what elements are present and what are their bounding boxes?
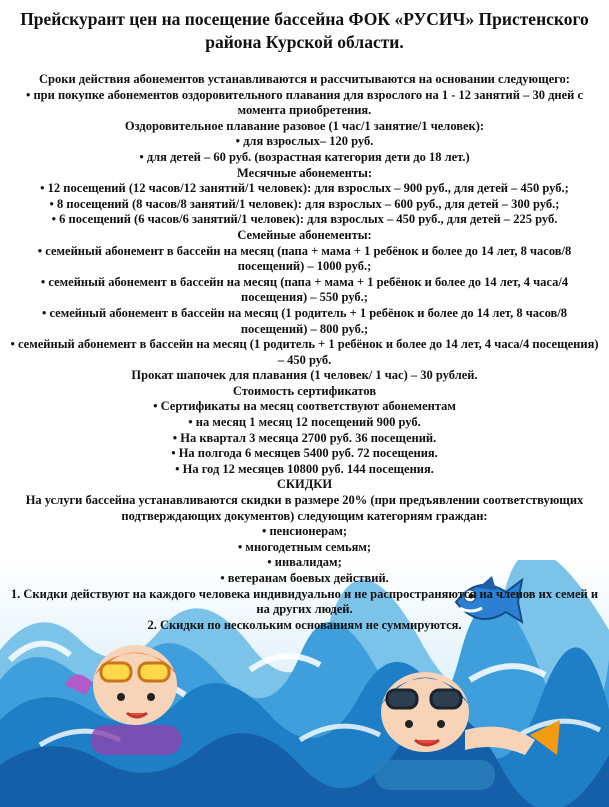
girl-swimmer-illustration — [55, 625, 215, 765]
text-line: • многодетным семьям; — [237, 539, 372, 554]
text-line: • семейный абонемент в бассейн на месяц (1 родитель + 1 ребёнок и более до 14 лет, 8 часов/8 посещений) – 800 руб.; — [41, 305, 568, 336]
price-list — [10, 8, 599, 633]
text-line: • на месяц 1 месяц 12 посещений 900 руб. — [188, 415, 421, 430]
section-heading: Семейные абонементы: — [237, 227, 372, 242]
section-heading: Месячные абонементы: — [237, 165, 372, 180]
text-line: Сроки действия абонементов устанавливаются и рассчитываются на основании следующего: — [39, 72, 570, 86]
text-line: • На год 12 месяцев 10800 руб. 144 посещения. — [175, 461, 434, 476]
text-line: • при покупке абонементов оздоровительного плавания для взрослого на 1 - 12 занятий – 30 дней с момента приобретения. — [25, 87, 584, 118]
text-line: • На квартал 3 месяца 2700 руб. 36 посещений. — [172, 430, 437, 445]
page-title: Прейскурант цен на посещение бассейна ФОК «РУСИЧ» Пристенского района Курской области. — [20, 9, 589, 52]
section-heading: СКИДКИ — [276, 477, 333, 492]
text-line: • пенсионерам; — [261, 524, 348, 539]
text-line: 2. Скидки по нескольким основаниям не суммируются. — [147, 617, 462, 632]
text-line: • 12 посещений (12 часов/12 занятий/1 человек): для взрослых – 900 руб., для детей – 450 руб.; — [40, 181, 569, 196]
text-line: • На полгода 6 месяцев 5400 руб. 72 посещения. — [171, 446, 438, 461]
text-line: • инвалидам; — [267, 555, 342, 570]
text-line: • для детей – 60 руб. (возрастная категория дети до 18 лет.) — [139, 149, 470, 164]
section-heading: Оздоровительное плавание разовое (1 час/1 занятие/1 человек): — [124, 118, 485, 133]
text-line: • семейный абонемент в бассейн на месяц (папа + мама + 1 ребёнок и более до 14 лет, 4 часа/4 посещения) – 550 руб.; — [40, 274, 569, 305]
section-heading: Стоимость сертификатов — [232, 383, 377, 398]
text-line: • Сертификаты на месяц соответствуют абонементам — [153, 399, 456, 414]
text-line: • 6 посещений (6 часов/6 занятий/1 человек): для взрослых – 450 руб., для детей – 225 руб. — [51, 212, 558, 227]
boy-swimmer-illustration — [335, 650, 565, 807]
text-line: • семейный абонемент в бассейн на месяц (папа + мама + 1 ребёнок и более до 14 лет, 8 часов/8 посещений) – 1000 руб.; — [37, 243, 572, 274]
text-line: 1. Скидки действуют на каждого человека индивидуально и не распространяются на членов их семей и на других людей. — [10, 586, 599, 617]
text-line: • 8 посещений (8 часов/8 занятий/1 человек): для взрослых – 600 руб., для детей – 300 руб.; — [49, 196, 560, 211]
text-line: • для взрослых– 120 руб. — [235, 134, 374, 149]
text-line: • семейный абонемент в бассейн на месяц (1 родитель + 1 ребёнок и более до 14 лет, 4 часа/4 посещения) – 450 руб. — [10, 337, 599, 367]
section-heading: Прокат шапочек для плавания (1 человек/ 1 час) – 30 рублей. — [131, 368, 478, 383]
text-line: • ветеранам боевых действий. — [220, 571, 389, 585]
text-line: На услуги бассейна устанавливаются скидки в размере 20% (при предъявлении соответствующих подтверждающих документов) следующим категориям граждан: — [25, 493, 584, 523]
